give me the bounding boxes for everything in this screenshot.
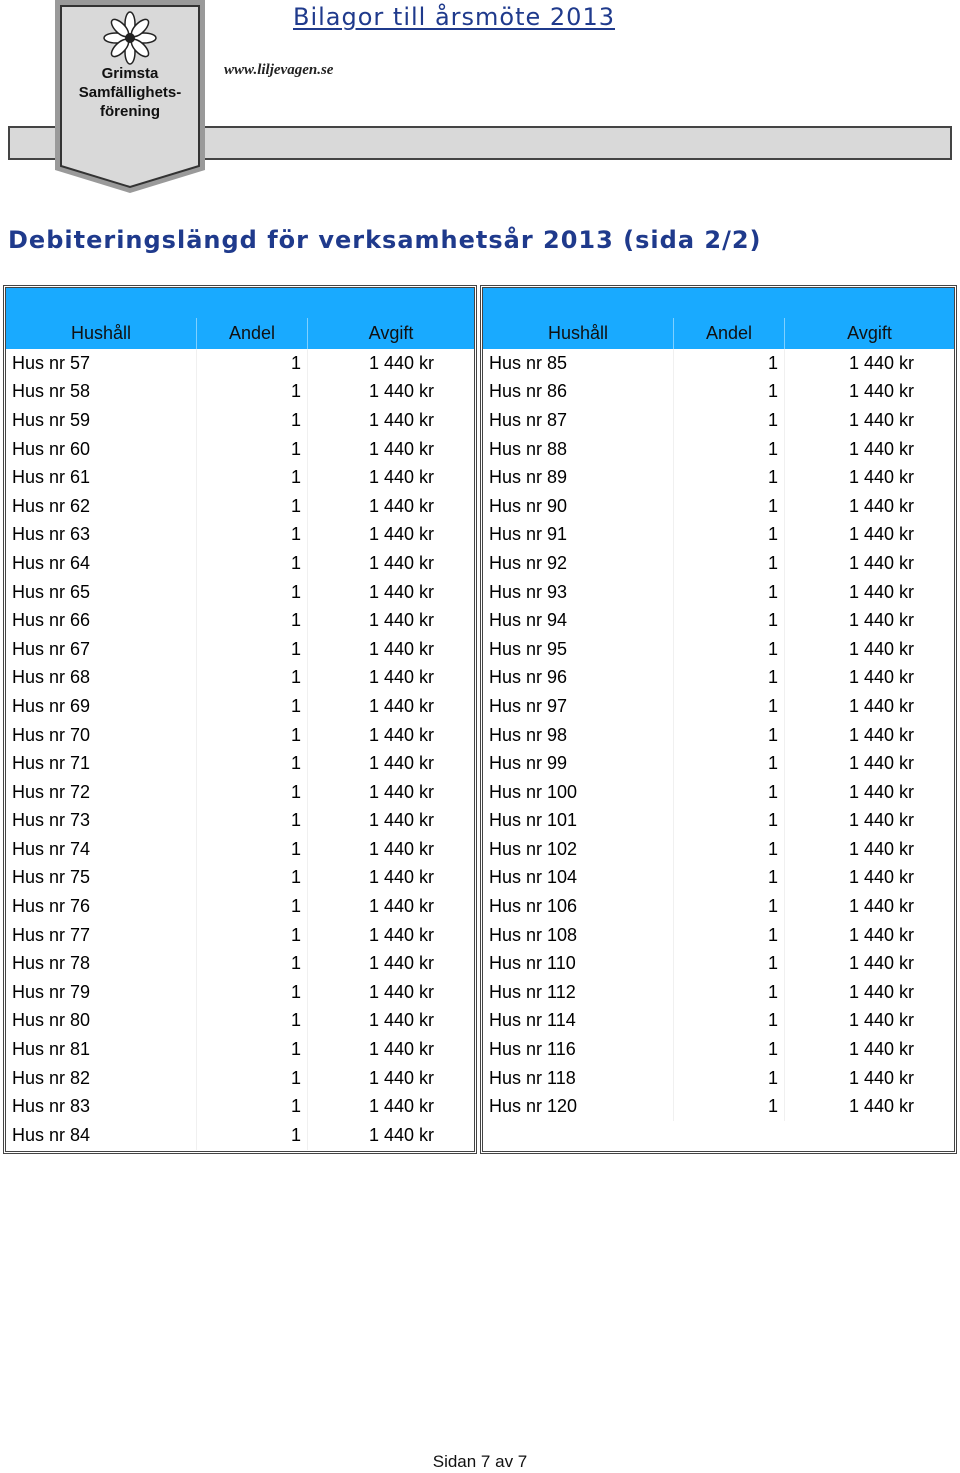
cell-hushall: Hus nr 84 — [12, 1124, 91, 1145]
cell-hushall: Hus nr 70 — [12, 724, 91, 745]
cell-avgift: 1 440 kr — [785, 1035, 955, 1064]
cell-andel: 1 — [197, 635, 308, 664]
table-row — [483, 378, 954, 407]
cell-andel: 1 — [197, 749, 308, 778]
table-row — [6, 807, 474, 836]
table-row — [6, 978, 474, 1007]
column-header-avgift: Avgift — [785, 318, 955, 349]
cell-hushall: Hus nr 66 — [12, 610, 91, 631]
cell-hushall: Hus nr 68 — [12, 667, 91, 688]
cell-hushall: Hus nr 87 — [489, 409, 568, 430]
table-row — [6, 406, 474, 435]
table-row — [6, 921, 474, 950]
cell-andel: 1 — [197, 664, 308, 693]
table-row — [6, 378, 474, 407]
table-row — [483, 664, 954, 693]
cell-avgift: 1 440 kr — [308, 864, 475, 893]
header-row — [6, 318, 474, 349]
table-row — [6, 1035, 474, 1064]
cell-hushall: Hus nr 64 — [12, 552, 91, 573]
cell-andel: 1 — [674, 721, 785, 750]
cell-avgift: 1 440 kr — [785, 492, 955, 521]
cell-hushall: Hus nr 63 — [12, 524, 91, 545]
cell-avgift: 1 440 kr — [308, 978, 475, 1007]
cell-andel: 1 — [197, 578, 308, 607]
cell-avgift: 1 440 kr — [308, 1035, 475, 1064]
cell-hushall: Hus nr 76 — [12, 896, 91, 917]
cell-andel: 1 — [674, 406, 785, 435]
cell-andel: 1 — [197, 1035, 308, 1064]
cell-andel: 1 — [674, 749, 785, 778]
cell-hushall: Hus nr 88 — [489, 438, 568, 459]
cell-hushall: Hus nr 69 — [12, 695, 91, 716]
column-header-avgift: Avgift — [308, 318, 475, 349]
cell-avgift: 1 440 kr — [785, 664, 955, 693]
cell-hushall: Hus nr 114 — [489, 1010, 576, 1031]
column-header-andel: Andel — [674, 318, 785, 349]
cell-avgift: 1 440 kr — [785, 549, 955, 578]
table-row — [6, 721, 474, 750]
cell-andel: 1 — [674, 778, 785, 807]
table-row — [483, 892, 954, 921]
cell-hushall: Hus nr 118 — [489, 1067, 576, 1088]
cell-hushall: Hus nr 90 — [489, 495, 568, 516]
table-row — [483, 921, 954, 950]
table-row — [483, 635, 954, 664]
cell-avgift: 1 440 kr — [308, 1064, 475, 1093]
cell-andel: 1 — [674, 1092, 785, 1121]
cell-hushall: Hus nr 97 — [489, 695, 568, 716]
cell-hushall: Hus nr 95 — [489, 638, 568, 659]
table-row — [6, 549, 474, 578]
cell-hushall: Hus nr 58 — [12, 381, 91, 402]
cell-andel: 1 — [674, 378, 785, 407]
cell-hushall: Hus nr 77 — [12, 924, 91, 945]
cell-avgift: 1 440 kr — [785, 463, 955, 492]
table-row — [483, 749, 954, 778]
cell-andel: 1 — [674, 578, 785, 607]
cell-hushall: Hus nr 57 — [12, 352, 91, 373]
cell-hushall: Hus nr 67 — [12, 638, 91, 659]
fee-grid-right — [483, 318, 954, 1121]
cell-hushall: Hus nr 79 — [12, 981, 91, 1002]
table-row — [6, 492, 474, 521]
cell-avgift: 1 440 kr — [785, 807, 955, 836]
table-row — [483, 1035, 954, 1064]
table-row — [483, 949, 954, 978]
cell-hushall: Hus nr 92 — [489, 552, 568, 573]
cell-hushall: Hus nr 82 — [12, 1067, 91, 1088]
flower-icon — [104, 12, 156, 64]
table-row — [483, 864, 954, 893]
cell-andel: 1 — [674, 349, 785, 378]
cell-avgift: 1 440 kr — [308, 406, 475, 435]
cell-avgift: 1 440 kr — [785, 864, 955, 893]
cell-andel: 1 — [197, 1064, 308, 1093]
cell-hushall: Hus nr 96 — [489, 667, 568, 688]
table-row — [483, 492, 954, 521]
cell-hushall: Hus nr 108 — [489, 924, 578, 945]
table-row — [6, 435, 474, 464]
cell-hushall: Hus nr 116 — [489, 1039, 576, 1060]
cell-andel: 1 — [197, 1007, 308, 1036]
table-row — [483, 778, 954, 807]
table-row — [6, 1092, 474, 1121]
cell-avgift: 1 440 kr — [308, 807, 475, 836]
cell-andel: 1 — [674, 1035, 785, 1064]
cell-andel: 1 — [674, 692, 785, 721]
cell-andel: 1 — [197, 835, 308, 864]
cell-hushall: Hus nr 101 — [489, 810, 578, 831]
header-band — [6, 288, 474, 318]
header-row — [483, 318, 954, 349]
cell-andel: 1 — [197, 406, 308, 435]
cell-andel: 1 — [197, 606, 308, 635]
cell-andel: 1 — [674, 921, 785, 950]
cell-hushall: Hus nr 98 — [489, 724, 568, 745]
cell-hushall: Hus nr 100 — [489, 781, 578, 802]
cell-avgift: 1 440 kr — [785, 835, 955, 864]
cell-avgift: 1 440 kr — [308, 692, 475, 721]
cell-hushall: Hus nr 106 — [489, 896, 578, 917]
cell-avgift: 1 440 kr — [785, 692, 955, 721]
cell-avgift: 1 440 kr — [308, 892, 475, 921]
cell-avgift: 1 440 kr — [785, 749, 955, 778]
cell-hushall: Hus nr 59 — [12, 409, 91, 430]
logo-line-1: Grimsta — [101, 65, 159, 82]
table-row — [6, 578, 474, 607]
cell-andel: 1 — [197, 349, 308, 378]
cell-hushall: Hus nr 71 — [12, 753, 91, 774]
cell-andel: 1 — [197, 549, 308, 578]
cell-andel: 1 — [674, 521, 785, 550]
cell-andel: 1 — [674, 549, 785, 578]
table-row — [483, 692, 954, 721]
cell-andel: 1 — [197, 463, 308, 492]
cell-avgift: 1 440 kr — [308, 492, 475, 521]
cell-avgift: 1 440 kr — [785, 978, 955, 1007]
cell-avgift: 1 440 kr — [308, 1007, 475, 1036]
cell-avgift: 1 440 kr — [785, 378, 955, 407]
cell-avgift: 1 440 kr — [308, 349, 475, 378]
cell-hushall: Hus nr 99 — [489, 753, 568, 774]
cell-avgift: 1 440 kr — [785, 435, 955, 464]
fee-table-left — [3, 285, 477, 1154]
table-row — [483, 1007, 954, 1036]
cell-andel: 1 — [197, 521, 308, 550]
cell-hushall: Hus nr 94 — [489, 610, 568, 631]
cell-andel: 1 — [674, 978, 785, 1007]
fee-grid-left — [6, 318, 474, 1150]
cell-andel: 1 — [197, 892, 308, 921]
cell-avgift: 1 440 kr — [785, 1092, 955, 1121]
cell-avgift: 1 440 kr — [785, 721, 955, 750]
cell-andel: 1 — [197, 378, 308, 407]
cell-andel: 1 — [674, 1007, 785, 1036]
cell-avgift: 1 440 kr — [308, 578, 475, 607]
table-row — [6, 463, 474, 492]
table-row — [483, 578, 954, 607]
table-row — [6, 1064, 474, 1093]
table-row — [6, 835, 474, 864]
column-header-hushall: Hushåll — [483, 318, 674, 349]
website-url[interactable]: www.liljevagen.se — [224, 62, 334, 78]
column-header-hushall: Hushåll — [6, 318, 197, 349]
cell-avgift: 1 440 kr — [308, 378, 475, 407]
logo-line-2: Samfällighets- — [78, 84, 182, 101]
table-row — [483, 549, 954, 578]
table-body-left — [6, 349, 474, 1150]
cell-andel: 1 — [197, 807, 308, 836]
cell-andel: 1 — [674, 492, 785, 521]
table-row — [483, 807, 954, 836]
cell-hushall: Hus nr 120 — [489, 1096, 578, 1117]
cell-hushall: Hus nr 110 — [489, 953, 576, 974]
cell-andel: 1 — [197, 1121, 308, 1150]
table-row — [6, 1121, 474, 1150]
cell-hushall: Hus nr 89 — [489, 467, 568, 488]
cell-andel: 1 — [674, 463, 785, 492]
cell-hushall: Hus nr 91 — [489, 524, 568, 545]
cell-hushall: Hus nr 81 — [12, 1039, 91, 1060]
cell-avgift: 1 440 kr — [785, 892, 955, 921]
table-row — [6, 606, 474, 635]
cell-hushall: Hus nr 78 — [12, 953, 91, 974]
cell-avgift: 1 440 kr — [308, 435, 475, 464]
cell-hushall: Hus nr 72 — [12, 781, 91, 802]
page-header-title: Bilagor till årsmöte 2013 — [293, 3, 615, 31]
cell-andel: 1 — [674, 664, 785, 693]
table-row — [6, 949, 474, 978]
cell-andel: 1 — [197, 864, 308, 893]
cell-avgift: 1 440 kr — [785, 349, 955, 378]
table-row — [6, 349, 474, 378]
cell-hushall: Hus nr 104 — [489, 867, 578, 888]
column-header-andel: Andel — [197, 318, 308, 349]
cell-andel: 1 — [674, 435, 785, 464]
cell-andel: 1 — [197, 1092, 308, 1121]
cell-andel: 1 — [197, 978, 308, 1007]
cell-andel: 1 — [197, 949, 308, 978]
cell-avgift: 1 440 kr — [308, 635, 475, 664]
cell-avgift: 1 440 kr — [785, 635, 955, 664]
cell-hushall: Hus nr 61 — [12, 467, 91, 488]
table-row — [483, 721, 954, 750]
table-row — [6, 778, 474, 807]
cell-hushall: Hus nr 85 — [489, 352, 568, 373]
cell-avgift: 1 440 kr — [308, 835, 475, 864]
cell-avgift: 1 440 kr — [308, 463, 475, 492]
fee-table-right — [480, 285, 957, 1154]
cell-andel: 1 — [674, 835, 785, 864]
cell-avgift: 1 440 kr — [785, 578, 955, 607]
cell-avgift: 1 440 kr — [308, 664, 475, 693]
cell-avgift: 1 440 kr — [308, 1121, 475, 1150]
table-row — [483, 835, 954, 864]
cell-andel: 1 — [197, 921, 308, 950]
cell-avgift: 1 440 kr — [308, 521, 475, 550]
cell-andel: 1 — [674, 949, 785, 978]
table-row — [6, 864, 474, 893]
table-row — [6, 521, 474, 550]
header-band — [483, 288, 954, 318]
cell-andel: 1 — [197, 721, 308, 750]
cell-avgift: 1 440 kr — [308, 1092, 475, 1121]
cell-hushall: Hus nr 80 — [12, 1010, 91, 1031]
cell-avgift: 1 440 kr — [785, 1064, 955, 1093]
table-row — [6, 1007, 474, 1036]
cell-avgift: 1 440 kr — [308, 606, 475, 635]
cell-avgift: 1 440 kr — [308, 921, 475, 950]
cell-andel: 1 — [674, 807, 785, 836]
cell-avgift: 1 440 kr — [785, 949, 955, 978]
table-row — [483, 1092, 954, 1121]
table-row — [483, 406, 954, 435]
cell-hushall: Hus nr 62 — [12, 495, 91, 516]
cell-andel: 1 — [674, 1064, 785, 1093]
table-body-right — [483, 349, 954, 1121]
table-row — [483, 1064, 954, 1093]
cell-avgift: 1 440 kr — [308, 549, 475, 578]
table-row — [483, 463, 954, 492]
cell-hushall: Hus nr 74 — [12, 838, 91, 859]
cell-andel: 1 — [674, 864, 785, 893]
cell-avgift: 1 440 kr — [308, 949, 475, 978]
cell-andel: 1 — [674, 635, 785, 664]
cell-andel: 1 — [197, 435, 308, 464]
cell-hushall: Hus nr 102 — [489, 838, 578, 859]
document-title: Debiteringslängd för verksamhetsår 2013 (sida 2/2) — [8, 226, 762, 254]
table-row — [6, 692, 474, 721]
page-number: Sidan 7 av 7 — [432, 1452, 528, 1471]
cell-andel: 1 — [197, 492, 308, 521]
cell-andel: 1 — [674, 606, 785, 635]
cell-avgift: 1 440 kr — [308, 749, 475, 778]
table-row — [483, 435, 954, 464]
cell-avgift: 1 440 kr — [785, 606, 955, 635]
cell-hushall: Hus nr 112 — [489, 981, 576, 1002]
cell-hushall: Hus nr 93 — [489, 581, 568, 602]
table-row — [483, 349, 954, 378]
cell-hushall: Hus nr 86 — [489, 381, 568, 402]
table-row — [483, 978, 954, 1007]
table-row — [6, 664, 474, 693]
cell-hushall: Hus nr 65 — [12, 581, 91, 602]
cell-andel: 1 — [197, 778, 308, 807]
table-row — [6, 635, 474, 664]
cell-avgift: 1 440 kr — [785, 406, 955, 435]
cell-avgift: 1 440 kr — [785, 1007, 955, 1036]
table-row — [483, 521, 954, 550]
cell-avgift: 1 440 kr — [785, 921, 955, 950]
cell-hushall: Hus nr 83 — [12, 1096, 91, 1117]
cell-andel: 1 — [197, 692, 308, 721]
cell-avgift: 1 440 kr — [308, 778, 475, 807]
cell-avgift: 1 440 kr — [785, 521, 955, 550]
table-row — [6, 892, 474, 921]
cell-andel: 1 — [674, 892, 785, 921]
table-row — [483, 606, 954, 635]
table-row — [6, 749, 474, 778]
cell-avgift: 1 440 kr — [308, 721, 475, 750]
logo-text — [55, 64, 205, 121]
cell-hushall: Hus nr 73 — [12, 810, 91, 831]
cell-hushall: Hus nr 60 — [12, 438, 91, 459]
cell-hushall: Hus nr 75 — [12, 867, 91, 888]
cell-avgift: 1 440 kr — [785, 778, 955, 807]
logo-line-3: förening — [100, 103, 160, 120]
